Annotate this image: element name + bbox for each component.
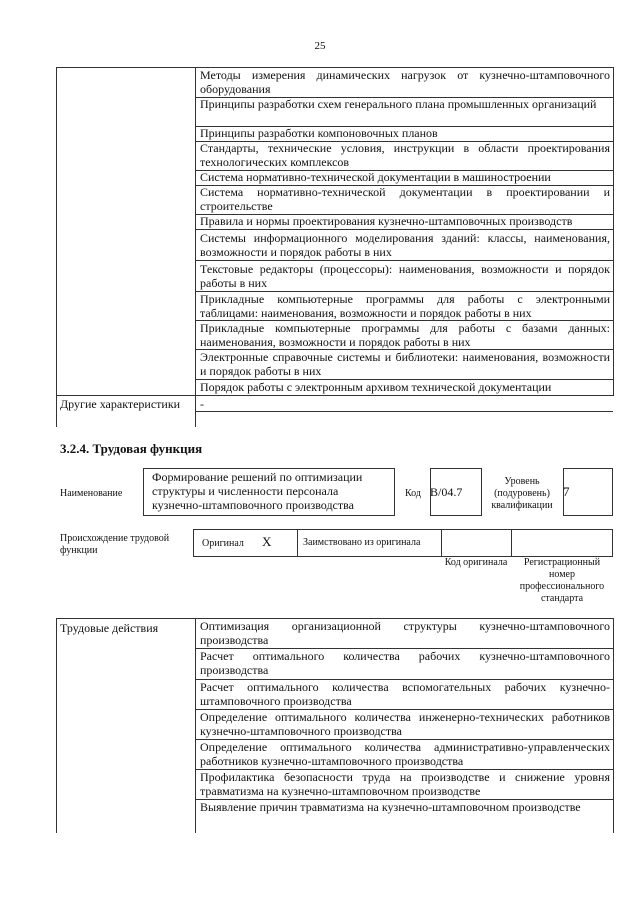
level-value: 7 xyxy=(563,484,570,499)
labor-action-item: Определение оптимального количества инженерно-технических работников кузнечно-штамповочного производства xyxy=(200,710,610,738)
labor-action-item: Выявление причин травматизма на кузнечно-штамповочном производстве xyxy=(200,800,581,814)
knowledge-item: Электронные справочные системы и библиотеки: наименования, возможности и порядок работы в них xyxy=(200,350,610,378)
level-label: Уровень (подуровень) квалификации xyxy=(491,476,553,511)
original-mark: X xyxy=(262,534,272,549)
labor-action-item: Расчет оптимального количества вспомогательных рабочих кузнечно-штамповочного производства xyxy=(200,680,610,708)
knowledge-item: Текстовые редакторы (процессоры): наименования, возможности и порядок работы в них xyxy=(200,262,610,290)
knowledge-item: Принципы разработки компоновочных планов xyxy=(200,126,438,140)
labor-action-item: Оптимизация организационной структуры кузнечно-штамповочного производства xyxy=(200,619,610,647)
other-characteristics-value: - xyxy=(200,397,204,411)
labor-action-item: Определение оптимального количества административно-управленческих работников кузнечно-штамповочного производства xyxy=(200,740,610,768)
code-value: B/04.7 xyxy=(430,485,463,499)
page-number: 25 xyxy=(314,40,326,52)
knowledge-item: Прикладные компьютерные программы для работы с электронными таблицами: наименования, возможности и порядок работы в них xyxy=(200,292,610,320)
knowledge-item: Стандарты, технические условия, инструкции в области проектирования технологических комплексов xyxy=(200,141,610,169)
borrowed-label: Заимствовано из оригинала xyxy=(303,537,421,548)
knowledge-item: Прикладные компьютерные программы для работы с базами данных: наименования, возможности и порядок работы в них xyxy=(200,321,610,349)
original-label: Оригинал xyxy=(202,538,244,549)
labor-action-item: Профилактика безопасности труда на производстве и снижение уровня травматизма на кузнечно-штамповочном производстве xyxy=(200,770,610,798)
function-name: Формирование решений по оптимизации структуры и численности персонала кузнечно-штамповочного производства xyxy=(152,470,363,512)
reg-number-caption: Регистрационный номер профессионального стандарта xyxy=(519,557,605,604)
knowledge-item: Система нормативно-технической документации в машиностроении xyxy=(200,170,551,184)
code-original-caption: Код оригинала xyxy=(444,557,508,568)
labor-action-item: Расчет оптимального количества рабочих кузнечно-штамповочного производства xyxy=(200,649,610,677)
other-characteristics-label: Другие характеристики xyxy=(60,397,181,411)
knowledge-item: Правила и нормы проектирования кузнечно-штамповочных производств xyxy=(200,214,573,228)
knowledge-item: Системы информационного моделирования зданий: классы, наименования, возможности и порядок работы в них xyxy=(200,231,610,259)
origin-label: Происхождение трудовой функции xyxy=(60,533,170,556)
knowledge-item: Порядок работы с электронным архивом технической документации xyxy=(200,380,552,394)
section-heading: 3.2.4. Трудовая функция xyxy=(60,441,203,456)
labor-actions-label: Трудовые действия xyxy=(60,621,159,635)
knowledge-item: Система нормативно-технической документации в проектировании и строительстве xyxy=(200,185,610,213)
knowledge-item: Принципы разработки схем генерального плана промышленных организаций xyxy=(200,97,597,111)
name-label: Наименование xyxy=(60,488,123,499)
code-label: Код xyxy=(405,488,421,499)
knowledge-item: Методы измерения динамических нагрузок от кузнечно-штамповочного оборудования xyxy=(200,68,610,96)
